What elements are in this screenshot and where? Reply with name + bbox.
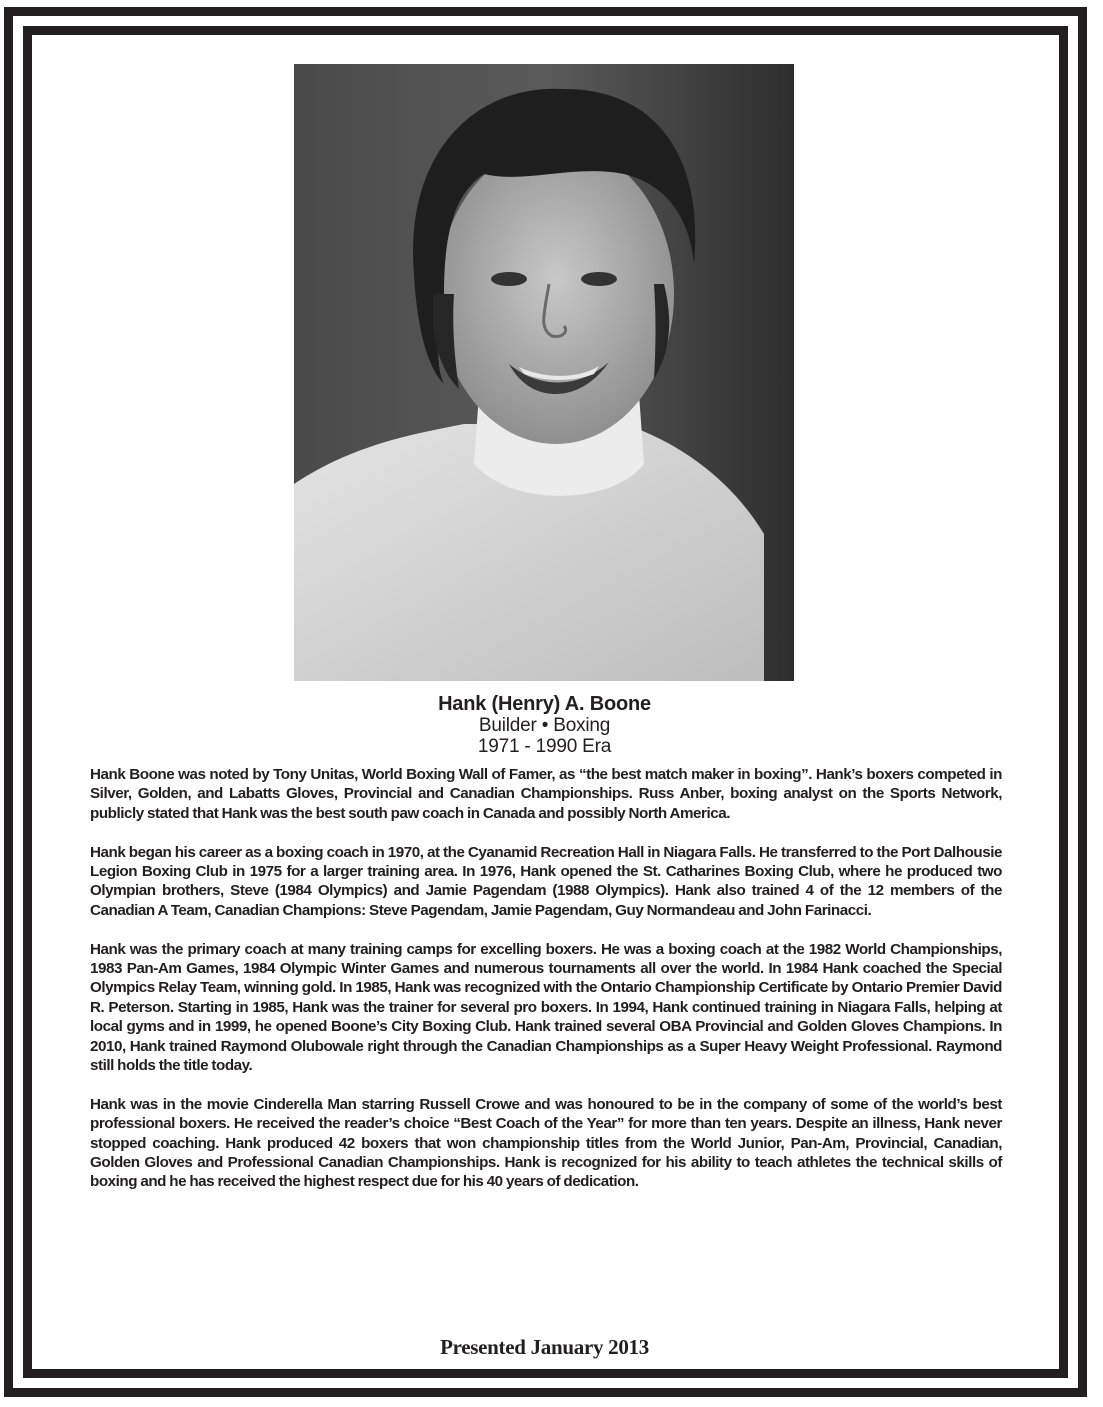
bio-paragraph-2: Hank began his career as a boxing coach in 1970, at the Cyanamid Recreation Hall in Niagara Falls. He transferred to the Port Dalhousie Legion Boxing Club in 1975 for a larger training area. In 1976, Hank opened the St. Catharines Boxing Club, where he produced two Olympian brothers, Steve (1984 Olympics) and Jamie Pagendam (1988 Olympics). Hank also trained 4 of the 12 members of the Canadian A Team, Canadian Champions: Steve Pagendam, Jamie Pagendam, Guy Normandeau and John Farinacci. [90, 843, 1002, 919]
inductee-name: Hank (Henry) A. Boone [438, 693, 651, 715]
presented-date: Presented January 2013 [440, 1335, 649, 1359]
portrait-photo [294, 64, 794, 681]
inductee-category: Builder • Boxing [478, 715, 611, 736]
bio-paragraph-4: Hank was in the movie Cinderella Man starring Russell Crowe and was honoured to be in the company of some of the world’s best professional boxers. He received the reader’s choice “Best Coach of the Year” for more than ten years. Despite an illness, Hank never stopped coaching. Hank produced 42 boxers that won championship titles from the World Junior, Pan-Am, Provincial, Canadian, Golden Gloves and Professional Canadian Championships. Hank is recognized for his ability to teach athletes the technical skills of boxing and he has received the highest respect due for his 40 years of dedication. [90, 1095, 1002, 1191]
bio-paragraph-1: Hank Boone was noted by Tony Unitas, World Boxing Wall of Famer, as “the best match maker in boxing”. Hank’s boxers competed in Silver, Golden, and Labatts Gloves, Provincial and Canadian Championships. Russ Anber, boxing analyst on the Sports Network, publicly stated that Hank was the best south paw coach in Canada and possibly North America. [90, 766, 1002, 822]
biography [90, 765, 1002, 1211]
inductee-era: 1971 - 1990 Era [477, 736, 612, 757]
portrait-illustration [294, 64, 794, 681]
bio-paragraph-3: Hank was the primary coach at many training camps for excelling boxers. He was a boxing coach at the 1982 World Championships, 1983 Pan-Am Games, 1984 Olympic Winter Games and numerous tournaments all over the world. In 1984 Hank coached the Special Olympics Relay Team, winning gold. In 1985, Hank was recognized with the Ontario Championship Certificate by Ontario Premier David R. Peterson. Starting in 1985, Hank was the trainer for several pro boxers. In 1994, Hank continued training in Niagara Falls, helping at local gyms and in 1999, he opened Boone’s City Boxing Club. Hank trained several OBA Provincial and Golden Gloves Champions. In 2010, Hank trained Raymond Olubowale right through the Canadian Championships as a Super Heavy Weight Professional. Raymond still holds the title today. [90, 940, 1002, 1075]
inductee-header [40, 694, 1049, 757]
